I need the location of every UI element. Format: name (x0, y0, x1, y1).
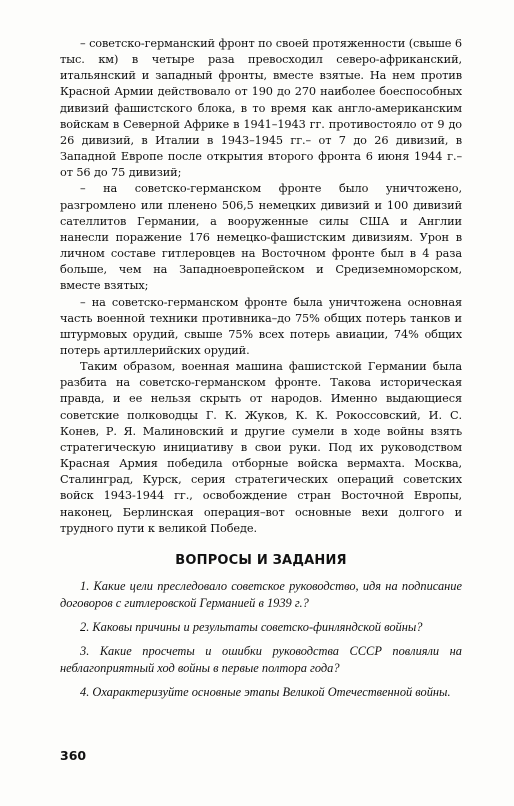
questions-list (60, 578, 462, 701)
paragraph-divisions-destroyed: – на советско-германском фронте было уничтожено, разгромлено или пленено 506,5 немецких дивизий и 100 дивизий сателлитов Германии, а вооруженные силы США и Англии нанесли поражение 176 немецко-фашистским дивизиям. Урон в личном составе гитлеровцев на Восточном фронте был в 4 раза больше, чем на Западноевропейском и Средиземноморском, вместе взятых; (60, 182, 462, 293)
paragraph-equipment-losses: – на советско-германском фронте была уничтожена основная часть военной техники противника–до 75% общих потерь танков и штурмовых орудий, свыше 75% всех потерь авиации, 74% общих потерь артиллерийских орудий. (60, 295, 462, 357)
section-title: ВОПРОСЫ И ЗАДАНИЯ (175, 552, 347, 568)
page-number: 360 (60, 748, 87, 763)
question-item: 4. Охарактеризуйте основные этапы Великой Отечественной войны. (80, 684, 451, 699)
paragraph-conclusion: Таким образом, военная машина фашистской Германии была разбита на советско-германском фронте. Такова историческая правда, и ее нельзя скрыть от народов. Именно выдающиеся советские полководцы Г. К. Жуков, К. К. Рокоссовский, И. С. Конев, Р. Я. Малиновский и другие сумели в ходе войны взять стратегическую инициативу в свои руки. Под их руководством Красная Армия победила отборные войска вермахта. Москва, Сталинград, Курск, серия стратегических операций советских войск 1943-1944 гг., освобождение стран Восточной Европы, наконец, Берлинская операция–вот основные вехи долгого и трудного пути к великой Победе. (60, 360, 462, 535)
main-text (60, 36, 462, 537)
question-item: 1. Какие цели преследовало советское руководство, идя на подписание договоров с гитлеровской Германией в 1939 г.? (60, 578, 462, 610)
question-item: 2. Каковы причины и результаты советско-финляндской войны? (80, 619, 423, 634)
question-item: 3. Какие просчеты и ошибки руководства СССР повлияли на неблагоприятный ход войны в первые полтора года? (60, 643, 462, 675)
paragraph-front-length: – советско-германский фронт по своей протяженности (свыше 6 тыс. км) в четыре раза превосходил северо-африканский, итальянский и западный фронты, вместе взятые. На нем против Красной Армии действовало от 190 до 270 наиболее боеспособных дивизий фашистского блока, в то время как англо-американским войскам в Северной Африке в 1941–1943 гг. противостояло от 9 до 26 дивизий, в Италии в 1943–1945 гг.– от 7 до 26 дивизий, в Западной Европе после открытия второго фронта 6 июня 1944 г.– от 56 до 75 дивизий; (60, 37, 462, 180)
